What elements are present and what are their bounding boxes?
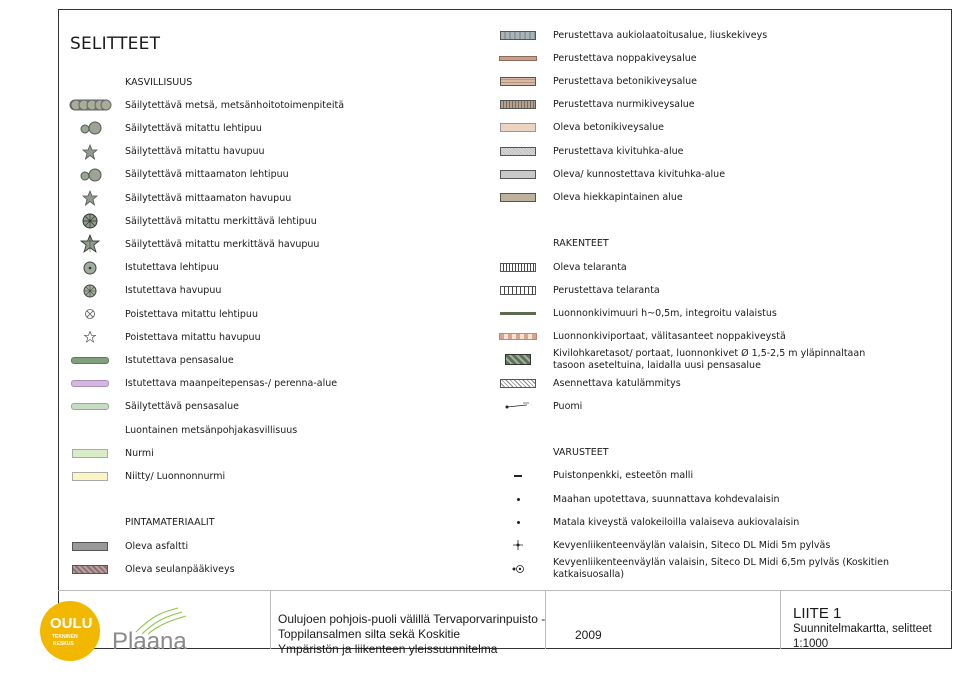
ground-light-icon [488, 498, 548, 501]
legend-entry-label: Istutettava pensasalue [125, 354, 234, 366]
legend-entry [60, 422, 480, 438]
legend-entry-label: Istutettava havupuu [125, 285, 222, 297]
legend-section-header [488, 236, 948, 252]
stone-dust-icon [488, 147, 548, 156]
legend-entry [60, 352, 480, 368]
legend-entry-label: Oleva hiekkapintainen alue [553, 191, 683, 203]
planted-tree-icon [60, 260, 120, 276]
legend-entry-label: Oleva betonikiveysalue [553, 122, 665, 134]
legend-entry [488, 514, 948, 530]
legend-entry [488, 556, 948, 580]
existing-stone-dust-icon [488, 170, 548, 179]
legend-entry [60, 213, 480, 229]
project-title-line2: Toppilansalmen silta sekä Koskitie [278, 627, 461, 641]
oulu-logo-text: OULU [50, 615, 93, 632]
map-scale: 1:1000 [793, 638, 829, 650]
legend-entry [60, 167, 480, 183]
legend-entry-label: Perustettava nurmikiveysalue [553, 99, 695, 111]
legend-entry [60, 120, 480, 136]
legend-entry [60, 376, 480, 392]
project-title [278, 612, 545, 657]
legend-entry-label: Kevyenliikenteenväylän valaisin, Siteco DL Midi 6,5m pylväs (Koskitien katkaisuosalla) [553, 556, 889, 580]
legend-entry [60, 399, 480, 415]
legend-entry-label: Kevyenliikenteenväylän valaisin, Siteco DL Midi 5m pylväs [553, 539, 831, 551]
legend-entry-label: Säilytettävä mittaamaton lehtipuu [125, 169, 289, 181]
legend-entry [488, 329, 948, 345]
asphalt-icon [60, 542, 120, 551]
map-subtitle: Suunnitelmakartta, selitteet [793, 623, 932, 635]
shrub-bar-icon [60, 357, 120, 364]
legend-entry-label: Oleva seulanpääkiveys [125, 563, 235, 575]
stone-stairs-icon [488, 333, 548, 340]
legend-entry [488, 259, 948, 275]
legend-entry [488, 189, 948, 205]
forest-icon [60, 97, 120, 113]
legend-entry-label: Istutettava lehtipuu [125, 262, 219, 274]
footer-sep-1 [270, 590, 271, 649]
project-title-line3: Ympäristön ja liikenteen yleissuunnitelma [278, 642, 498, 656]
legend-entry-label: Matala kiveystä valokeiloilla valaiseva aukiovalaisin [553, 516, 800, 528]
legend-entry [60, 468, 480, 484]
legend-entry-label: Luontainen metsänpohjakasvillisuus [125, 424, 298, 436]
bench-icon [488, 475, 548, 477]
legend-entry-label: Säilytettävä mittaamaton havupuu [125, 192, 292, 204]
boulder-terrace-icon [488, 354, 548, 365]
boardwalk-icon [488, 263, 548, 272]
legend-entry-label: Nurmi [125, 447, 154, 459]
project-year: 2009 [575, 628, 602, 642]
legend-entry [60, 190, 480, 206]
legend-entry-label: Säilytettävä mitattu merkittävä lehtipuu [125, 215, 317, 227]
removed-conifer-icon [60, 331, 120, 343]
perennial-bar-icon [60, 380, 120, 387]
legend-entry [488, 50, 948, 66]
legend-entry [488, 347, 948, 371]
legend-entry-label: Perustettava betonikiveysalue [553, 75, 697, 87]
legend-entry-label: Oleva/ kunnostettava kivituhka-alue [553, 168, 726, 180]
conifer-star-icon [60, 190, 120, 206]
sand-icon [488, 193, 548, 202]
legend-entry-label: Niitty/ Luonnonnurmi [125, 470, 226, 482]
legend-entry-label: Kivilohkaretasot/ portaat, luonnonkivet Ø 1,5-2,5 m yläpinnaltaan tasoon aseteltuina, laidalla uusi pensasalue [553, 347, 866, 371]
legend-entry-label: Säilytettävä pensasalue [125, 401, 239, 413]
legend-entry [60, 260, 480, 276]
footer-divider [58, 590, 952, 591]
legend-entry-label: Säilytettävä mitattu lehtipuu [125, 122, 262, 134]
kept-shrub-bar-icon [60, 403, 120, 410]
legend-entry [488, 305, 948, 321]
legend-entry-label: Säilytettävä mitattu merkittävä havupuu [125, 238, 320, 250]
pole-light-icon [488, 539, 548, 551]
planted-conifer-icon [60, 283, 120, 299]
legend-entry-label: Luonnonkiviportaat, välitasanteet noppakiveystä [553, 331, 786, 343]
lawn-icon [60, 449, 120, 458]
conifer-star-icon [60, 144, 120, 160]
legend-entry [60, 236, 480, 252]
legend-entry [60, 329, 480, 345]
section-header-label: RAKENTEET [553, 238, 609, 250]
existing-concrete-icon [488, 123, 548, 132]
oulu-logo-sub2: KESKUS [53, 641, 74, 647]
low-light-icon [488, 521, 548, 524]
legend-entry-label: Luonnonkivimuuri h~0,5m, integroitu valaistus [553, 307, 777, 319]
legend-entry-label: Säilytettävä metsä, metsänhoitotoimenpiteitä [125, 99, 345, 111]
legend-entry-label: Perustettava aukiolaatoitusalue, liuskekiveys [553, 29, 768, 41]
section-header-label: PINTAMATERIAALIT [125, 517, 215, 529]
footer-sep-3 [780, 590, 781, 649]
legend-entry-label: Perustettava noppakiveysalue [553, 52, 697, 64]
deciduous-tree-icon [60, 120, 120, 136]
legend-section-header [60, 515, 480, 531]
gravel-icon [60, 565, 120, 574]
project-title-line1: Oulujoen pohjois-puoli välillä Tervaporvarinpuisto - [278, 612, 546, 626]
oulu-logo [40, 601, 100, 661]
plaana-logo [112, 606, 194, 656]
legend-entry-label: Oleva telaranta [553, 261, 627, 273]
legend-entry [488, 537, 948, 553]
barrier-icon [488, 400, 548, 412]
deciduous-tree-icon [60, 167, 120, 183]
concrete-paving-icon [488, 77, 548, 86]
legend-section-header [488, 445, 948, 461]
removed-tree-icon [60, 308, 120, 320]
legend-entry-label: Maahan upotettava, suunnattava kohdevalaisin [553, 493, 780, 505]
legend-entry [60, 538, 480, 554]
legend-entry-label: Puomi [553, 400, 583, 412]
legend-entry [60, 445, 480, 461]
stone-wall-icon [488, 312, 548, 315]
legend-entry-label: Säilytettävä mitattu havupuu [125, 146, 265, 158]
legend-section-header [60, 74, 480, 90]
legend-entry [60, 97, 480, 113]
meadow-icon [60, 472, 120, 481]
section-header-label: VARUSTEET [553, 447, 609, 459]
legend-entry [488, 143, 948, 159]
legend-entry-label: Perustettava kivituhka-alue [553, 145, 684, 157]
legend-entry [488, 120, 948, 136]
slate-icon [488, 31, 548, 40]
legend-entry [60, 561, 480, 577]
legend-entry [60, 492, 480, 508]
legend-entry-label: Oleva asfaltti [125, 540, 189, 552]
legend-entry [488, 491, 948, 507]
new-boardwalk-icon [488, 286, 548, 295]
legend-entry-label: Poistettava mitattu havupuu [125, 331, 261, 343]
legend-entry-label: Perustettava telaranta [553, 284, 660, 296]
pole-light-icon [488, 563, 548, 575]
legend-entry [60, 283, 480, 299]
legend-entry [488, 73, 948, 89]
map-info [793, 622, 932, 652]
section-header-label: KASVILLISUUS [125, 76, 193, 88]
legend-entry-label: Asennettava katulämmitys [553, 377, 681, 389]
legend-entry [488, 468, 948, 484]
legend-entry [488, 97, 948, 113]
grass-paving-icon [488, 100, 548, 109]
legend-entry-label: Puistonpenkki, esteetön malli [553, 470, 694, 482]
legend-entry [488, 398, 948, 414]
legend-entry [488, 421, 948, 437]
large-conifer-icon [60, 234, 120, 254]
plaana-logo-text: Plaana [112, 628, 187, 655]
legend-entry [488, 27, 948, 43]
street-heating-icon [488, 379, 548, 388]
legend-entry [488, 166, 948, 182]
legend-entry [488, 213, 948, 229]
oulu-logo-sub1: TEKNINEN [52, 634, 78, 640]
legend-entry-label: Poistettava mitattu lehtipuu [125, 308, 258, 320]
legend-entry [60, 144, 480, 160]
legend-entry-label: Istutettava maanpeitepensas-/ perenna-alue [125, 378, 338, 390]
large-tree-icon [60, 212, 120, 230]
appendix-label: LIITE 1 [793, 605, 842, 622]
legend-title: SELITTEET [70, 34, 161, 54]
legend-entry [60, 306, 480, 322]
legend-entry [488, 375, 948, 391]
legend-entry [488, 282, 948, 298]
cobble-line-icon [488, 56, 548, 61]
